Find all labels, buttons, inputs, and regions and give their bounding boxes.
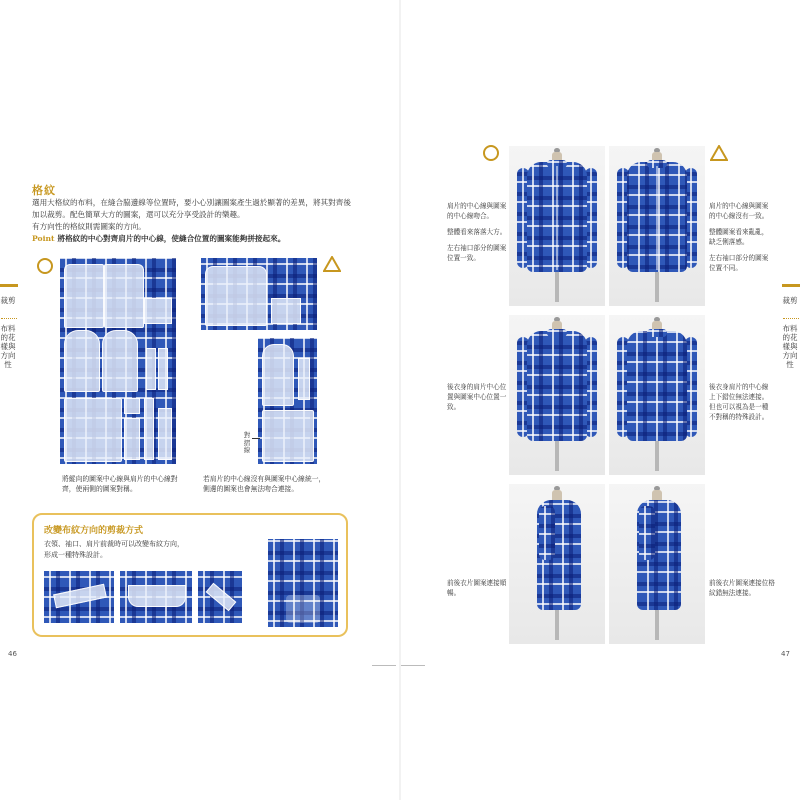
side-bar-right <box>782 284 800 287</box>
caption-right-2: 側邊的圖案也會無法吻合連接。 <box>203 485 299 493</box>
footer-line <box>372 665 396 666</box>
section-title: 格紋 <box>32 184 56 197</box>
pattern-piece <box>128 585 186 607</box>
pattern-piece <box>206 583 237 611</box>
pattern-piece <box>64 398 122 462</box>
callout-line: 衣領、袖口、肩片前裁時可以改變布紋方向， <box>44 540 184 548</box>
side-tab-divider <box>783 318 799 319</box>
callout-line: 形成一種特殊設計。 <box>44 551 107 559</box>
side-tab-title: 裁剪 <box>782 296 798 305</box>
desc-row3-left: 前後衣片圖案連接順 暢。 <box>447 579 507 597</box>
pattern-piece <box>298 358 310 400</box>
pattern-piece <box>104 264 144 328</box>
caption-left-2: 齊，使兩側的圖案對稱。 <box>62 485 137 493</box>
side-tab-divider-left <box>1 318 17 319</box>
pattern-piece <box>158 408 172 460</box>
pattern-piece <box>158 348 168 390</box>
pattern-piece <box>124 398 140 414</box>
plaid-layout-good <box>60 258 176 464</box>
cuff-detail <box>286 595 320 623</box>
pattern-piece <box>144 398 154 460</box>
pattern-piece <box>262 410 314 462</box>
left-page <box>0 0 399 800</box>
pattern-piece <box>146 348 156 390</box>
page-number-right: 47 <box>781 650 790 658</box>
photo-front-good <box>509 146 605 306</box>
pattern-piece <box>53 584 107 609</box>
body-line: 加以裁剪。配色簡單大方的圖案，還可以充分享受設計的樂趣。 <box>32 210 245 219</box>
pattern-piece <box>144 298 172 324</box>
cuff-bias-swatch <box>198 571 242 623</box>
plaid-layout-bad-top <box>201 258 317 330</box>
body-line: 選用大格紋的布料，在縫合脇邊線等位置時，要小心別讓圖案產生過於顯著的差異，將其對齊後 <box>32 198 351 207</box>
side-tab-subtitle: 布料的花樣與方向性 <box>782 324 798 369</box>
pattern-piece <box>262 344 294 406</box>
right-page <box>401 0 800 800</box>
triangle-icon <box>710 145 728 161</box>
circle-icon <box>483 145 499 161</box>
yoke-bias-swatch <box>120 571 192 623</box>
photo-side-bad <box>609 484 705 644</box>
caption-left-1: 將縱向的圖案中心線與肩片的中心線對 <box>62 475 178 483</box>
pattern-piece <box>124 418 140 460</box>
pattern-piece <box>64 264 104 328</box>
photo-back-bad <box>609 315 705 475</box>
side-tab-title-left: 裁剪 <box>0 296 16 305</box>
fold-line-label: 對摺線 <box>243 431 251 454</box>
desc-row1-left: 肩片的中心線與圖案 的中心線吻合。 整體看來落落大方。 左右袖口部分的圖案 位置一致。 <box>447 202 507 262</box>
body-line: 有方向性的格紋則需圖案的方向。 <box>32 222 146 231</box>
footer-line <box>401 665 425 666</box>
pattern-piece <box>205 266 267 326</box>
triangle-icon <box>323 256 341 272</box>
photo-front-bad <box>609 146 705 306</box>
side-tab-subtitle-left: 布料的花樣與方向性 <box>0 324 16 369</box>
callout-title: 改變布紋方向的剪裁方式 <box>44 526 144 536</box>
collar-bias-swatch <box>44 571 114 623</box>
side-bar-left <box>0 284 18 287</box>
pattern-piece <box>271 298 301 324</box>
desc-row2-left: 後衣身的肩片中心位 置與圖案中心位置一 致。 <box>447 383 507 411</box>
desc-row3-right: 前後衣片圖案連接位格 紋錯無法連接。 <box>709 579 775 597</box>
pattern-piece <box>64 330 100 392</box>
callout-box <box>32 513 348 637</box>
plaid-layout-bad-bottom <box>258 338 317 464</box>
page-number-left: 46 <box>8 650 17 658</box>
pattern-piece <box>102 330 138 392</box>
desc-row2-right: 後衣身肩片的中心線 上下錯位無法連接。 但也可以視為是一種 不對稱的特殊設計。 <box>709 383 769 421</box>
photo-side-good <box>509 484 605 644</box>
circle-icon <box>37 258 53 274</box>
leader-line <box>252 438 260 439</box>
photo-back-good <box>509 315 605 475</box>
point-line <box>32 233 285 244</box>
cuff-photo <box>268 539 338 627</box>
point-label: Point <box>32 234 55 243</box>
desc-row1-right: 肩片的中心線與圖案 的中心線沒有一致。 整體圖案看來亂亂， 缺乏俐落感。 左右袖口部分的圖案 位置不同。 <box>709 202 769 272</box>
caption-right-1: 若肩片的中心線沒有與圖案中心線統一， <box>203 475 326 483</box>
point-text: 將格紋的中心對齊肩片的中心線，使縫合位置的圖案能夠拼接起來。 <box>57 234 286 243</box>
